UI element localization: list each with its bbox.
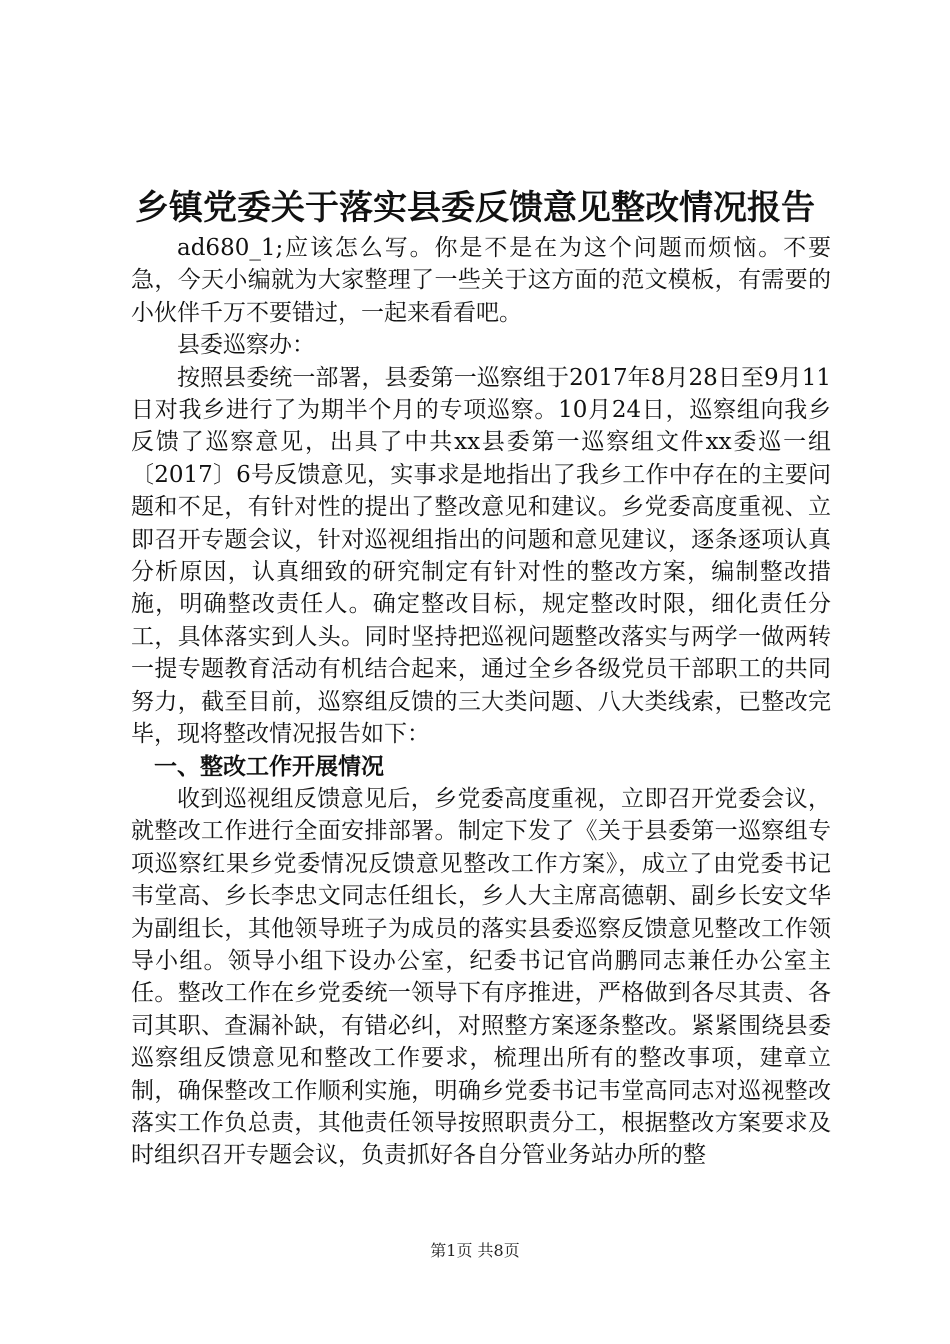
document-title: 乡镇党委关于落实县委反馈意见整改情况报告	[135, 188, 815, 228]
page-footer: 第1页 共8页	[430, 1241, 520, 1260]
section-heading-1: 一、整改工作开展情况	[154, 753, 384, 780]
salutation: 县委巡察办：	[177, 332, 315, 359]
body-paragraph-1: 按照县委统一部署，县委第一巡察组于2017年8月28日至9月11日对我乡进行了为期半个月的专项巡察。10月24日，巡察组向我乡反馈了巡察意见，出具了中共xx县委第一巡察组文件xx委巡一组〔2017〕6号反馈意见，实事求是地指出了我乡工作中存在的主要问题和不足，有针对性的提出了整改意见和建议。乡党委高度重视、立即召开专题会议，针对巡视组指出的问题和意见建议，逐条逐项认真分析原因，认真细致的研究制定有针对性的整改方案，编制整改措施，明确整改责任人。确定整改目标，规定整改时限，细化责任分工，具体落实到人头。同时坚持把巡视问题整改落实与两学一做两转一提专题教育活动有机结合起来，通过全乡各级党员干部职工的共同努力，截至目前，巡察组反馈的三大类问题、八大类线索，已整改完毕，现将整改情况报告如下：	[131, 364, 831, 748]
intro-paragraph: ad680_1;应该怎么写。你是不是在为这个问题而烦恼。不要急，今天小编就为大家整理了一些关于这方面的范文模板，有需要的小伙伴千万不要错过，一起来看看吧。	[131, 235, 831, 326]
body-paragraph-2: 收到巡视组反馈意见后，乡党委高度重视，立即召开党委会议，就整改工作进行全面安排部署。制定下发了《关于县委第一巡察组专项巡察红果乡党委情况反馈意见整改工作方案》，成立了由党委书记韦堂高、乡长李忠文同志任组长，乡人大主席高德朝、副乡长安文华为副组长，其他领导班子为成员的落实县委巡察反馈意见整改工作领导小组。领导小组下设办公室，纪委书记官尚鹏同志兼任办公室主任。整改工作在乡党委统一领导下有序推进，严格做到各尽其责、各司其职、查漏补缺，有错必纠，对照整方案逐条整改。紧紧围绕县委巡察组反馈意见和整改工作要求，梳理出所有的整改事项，建章立制，确保整改工作顺利实施，明确乡党委书记韦堂高同志对巡视整改落实工作负总责，其他责任领导按照职责分工，根据整改方案要求及时组织召开专题会议，负责抓好各自分管业务站办所的整	[131, 785, 831, 1169]
document-body	[131, 232, 831, 1172]
